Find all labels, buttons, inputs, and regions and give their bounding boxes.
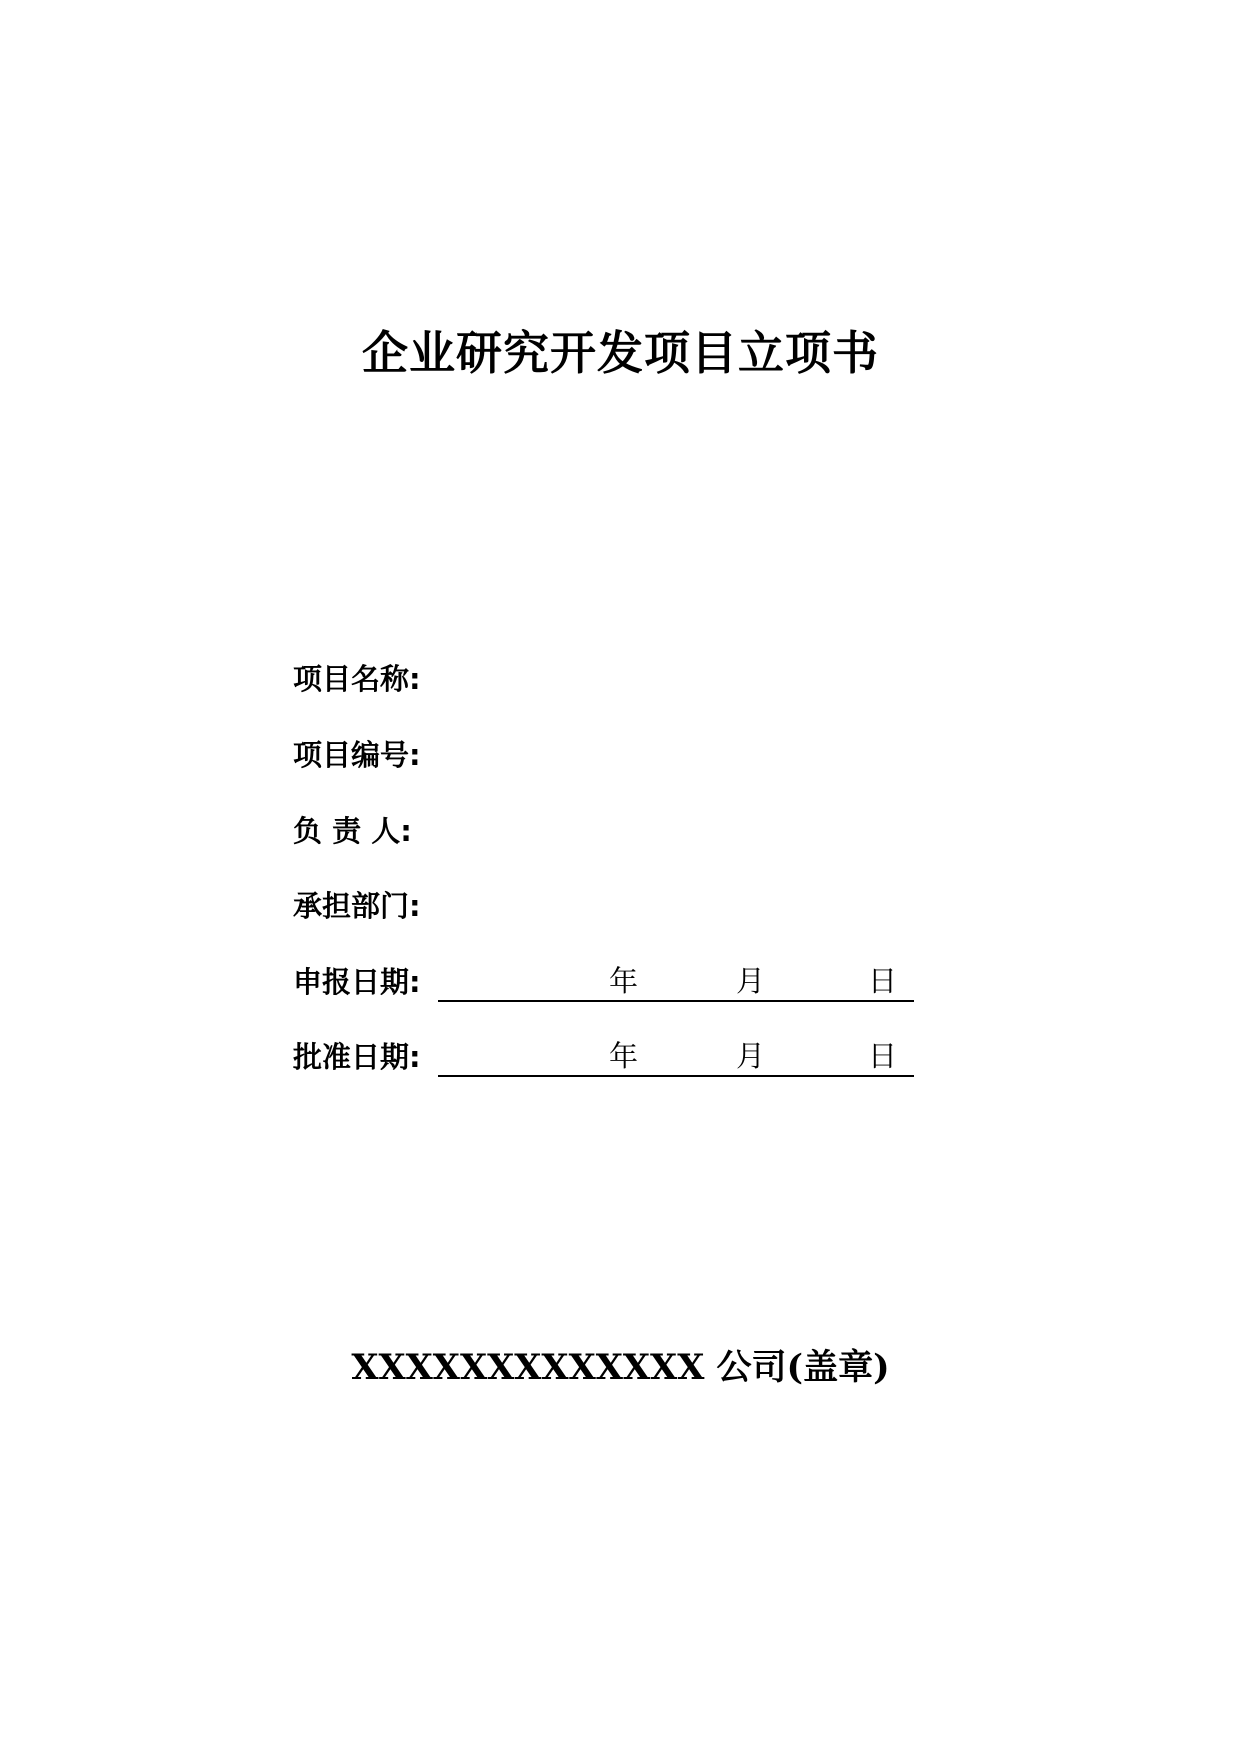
owner-field: [293, 809, 933, 853]
project-name-field: [293, 657, 933, 701]
owner-label: 负 责 人:: [293, 814, 412, 848]
department-label: 承担部门:: [293, 889, 421, 923]
approve-date-month-unit: 月: [736, 1039, 766, 1073]
document-title: 企业研究开发项目立项书: [362, 326, 879, 380]
company-seal-line: XXXXXXXXXXXXX 公司(盖章): [351, 1347, 890, 1388]
approve-date-year-unit: 年: [609, 1039, 639, 1073]
approve-date-label: 批准日期:: [293, 1040, 421, 1074]
approve-date-underline: [438, 1035, 914, 1077]
apply-date-field: [293, 960, 933, 1004]
approve-date-field: [293, 1035, 933, 1079]
project-number-field: [293, 733, 933, 777]
approve-date-day-unit: 日: [868, 1039, 898, 1073]
project-name-label: 项目名称:: [293, 662, 421, 696]
department-field: [293, 884, 933, 928]
apply-date-day-unit: 日: [868, 964, 898, 998]
apply-date-label: 申报日期:: [293, 965, 421, 999]
apply-date-year-unit: 年: [609, 964, 639, 998]
apply-date-month-unit: 月: [736, 964, 766, 998]
apply-date-underline: [438, 960, 914, 1002]
project-number-label: 项目编号:: [293, 738, 421, 772]
